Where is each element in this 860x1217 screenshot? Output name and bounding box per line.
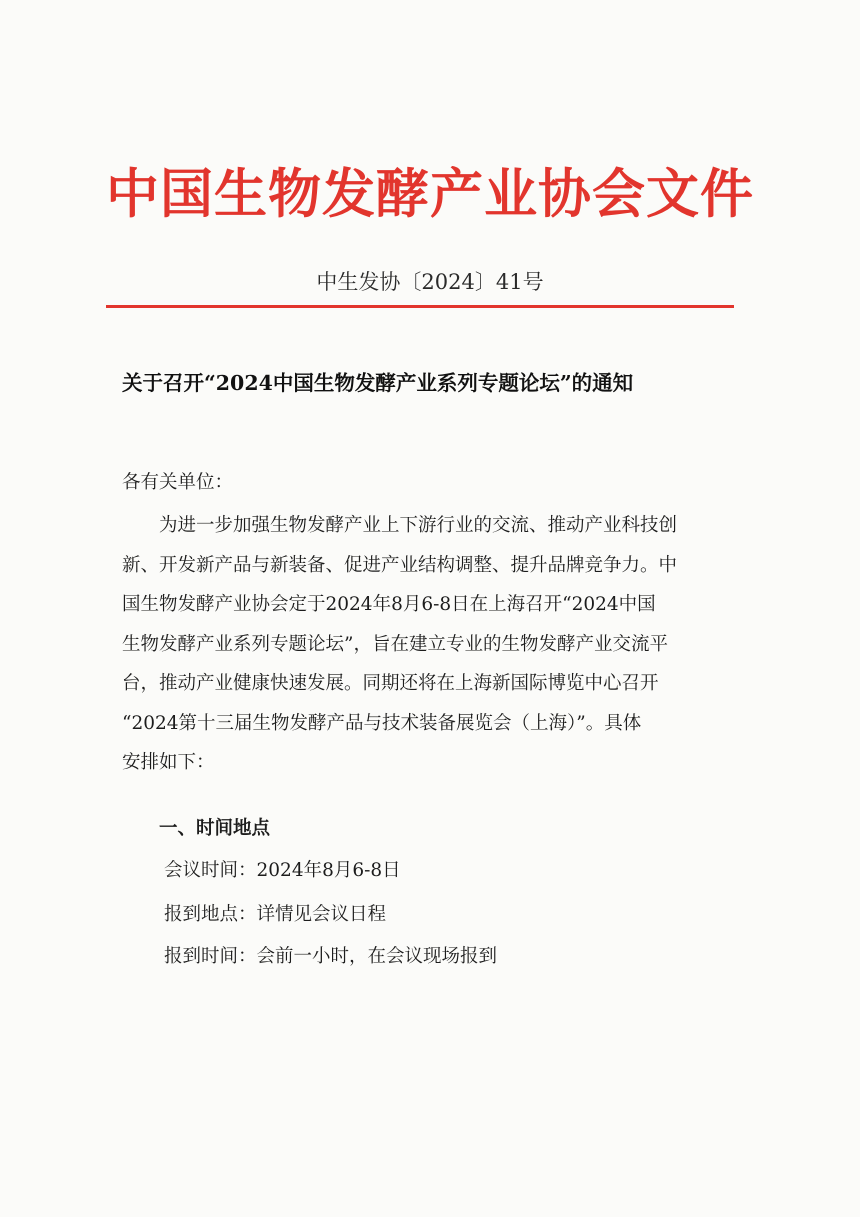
notice-body-paragraph	[122, 506, 722, 783]
meeting-time-label: 会议时间：	[164, 860, 257, 881]
meeting-time-value: 2024年8月6-8日	[256, 860, 401, 881]
paragraph-line: 台，推动产业健康快速发展。同期还将在上海新国际博览中心召开	[122, 673, 659, 694]
checkin-time-value: 会前一小时，在会议现场报到	[256, 946, 498, 967]
paragraph-line: “2024第十三届生物发酵产品与技术装备展览会（上海）”。具体	[122, 712, 642, 734]
paragraph-line: 安排如下：	[122, 752, 215, 773]
notice-title: 关于召开“2024中国生物发酵产业系列专题论坛”的通知	[122, 371, 634, 395]
paragraph-line: 国生物发酵产业协会定于2024年8月6-8日在上海召开“2024中国	[122, 594, 656, 615]
checkin-place-label: 报到地点：	[164, 904, 257, 925]
paragraph-line: 为进一步加强生物发酵产业上下游行业的交流、推动产业科技创	[159, 515, 678, 536]
red-divider-line	[106, 305, 734, 308]
salutation: 各有关单位：	[122, 472, 234, 493]
organization-masthead: 中国生物发酵产业协会文件	[106, 164, 754, 225]
paragraph-line: 新、开发新产品与新装备、促进产业结构调整、提升品牌竞争力。中	[122, 554, 678, 576]
checkin-place-row	[164, 900, 386, 926]
paragraph-line: 生物发酵产业系列专题论坛”，旨在建立专业的生物发酵产业交流平	[122, 633, 668, 655]
meeting-time-row	[164, 856, 401, 882]
section-heading-time-place: 一、时间地点	[159, 818, 271, 839]
document-number: 中生发协〔2024〕41号	[316, 270, 544, 294]
checkin-time-row	[164, 942, 497, 968]
checkin-time-label: 报到时间：	[164, 946, 257, 967]
checkin-place-value: 详情见会议日程	[256, 904, 387, 925]
